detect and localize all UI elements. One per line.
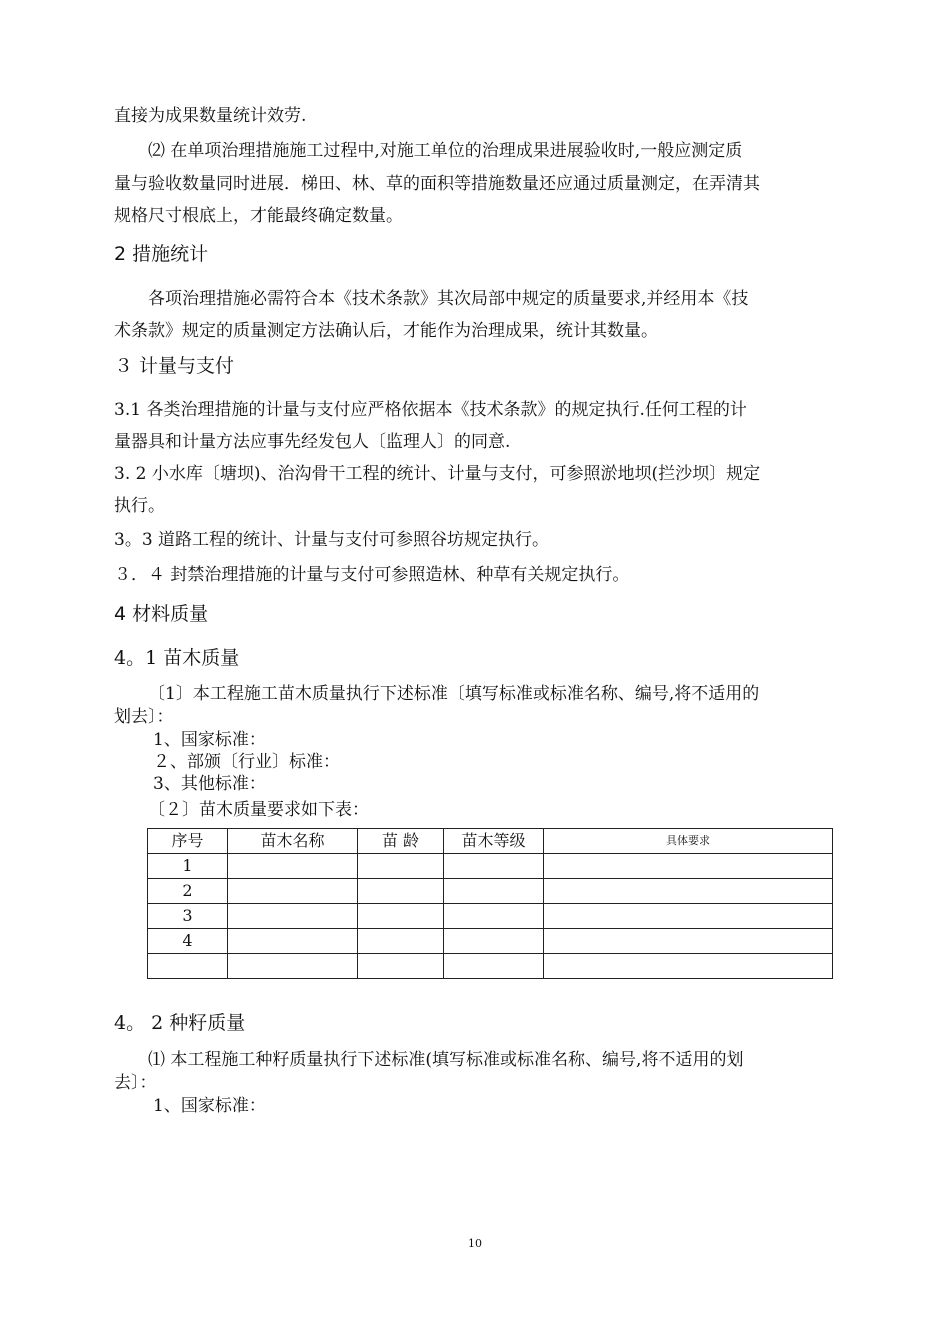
subsection-heading: 4。 2 种籽质量 [114, 1012, 246, 1034]
table-row [148, 954, 833, 979]
table-cell: 4 [148, 929, 228, 954]
table-cell [358, 954, 444, 979]
table-header-cell: 具体要求 [544, 829, 833, 854]
paragraph-text: ３．４ 封禁治理措施的计量与支付可参照造林、种草有关规定执行。 [114, 565, 630, 585]
subsection-heading: 4。1 苗木质量 [114, 647, 240, 669]
table-cell [228, 904, 358, 929]
table-cell [444, 854, 544, 879]
table-header-cell: 苗木等级 [444, 829, 544, 854]
table-header-cell: 序号 [148, 829, 228, 854]
table-row [148, 904, 833, 929]
table-cell [544, 854, 833, 879]
paragraph-text: 3、其他标准： [153, 774, 266, 794]
table-header-row [148, 829, 833, 854]
section-heading: ３ 计量与支付 [114, 355, 235, 377]
table-cell [358, 879, 444, 904]
paragraph-text: 3.1 各类治理措施的计量与支付应严格依据本《技术条款》的规定执行.任何工程的计 [114, 400, 747, 420]
table-cell [228, 854, 358, 879]
table-cell [358, 929, 444, 954]
paragraph-text: 1、国家标准： [153, 730, 266, 750]
table-header-cell: 苗 龄 [358, 829, 444, 854]
table-cell: 1 [148, 854, 228, 879]
paragraph-text: 量与验收数量同时进展．梯田、林、草的面积等措施数量还应通过质量测定，在弄清其 [114, 174, 760, 194]
table-cell [444, 904, 544, 929]
paragraph-text: 执行。 [114, 496, 165, 516]
paragraph-text: 去〕： [114, 1073, 157, 1093]
paragraph-text: 规格尺寸根底上，才能最终确定数量。 [114, 206, 403, 226]
paragraph-text: 直接为成果数量统计效劳. [114, 106, 307, 126]
table-cell [228, 954, 358, 979]
table-cell [228, 879, 358, 904]
paragraph-text: 1、国家标准： [153, 1096, 266, 1116]
paragraph-text: ２、部颁〔行业〕标准： [153, 752, 340, 772]
table-cell [358, 854, 444, 879]
paragraph-text: 〔1〕本工程施工苗木质量执行下述标准〔填写标准或标准名称、编号,将不适用的 [148, 684, 760, 704]
table-row [148, 929, 833, 954]
table-header-cell: 苗木名称 [228, 829, 358, 854]
paragraph-text: ⑴ 本工程施工种籽质量执行下述标准(填写标准或标准名称、编号,将不适用的划 [148, 1050, 744, 1070]
table-cell [544, 904, 833, 929]
table-cell [544, 954, 833, 979]
seedling-quality-table [147, 828, 833, 979]
paragraph-text: 术条款》规定的质量测定方法确认后，才能作为治理成果，统计其数量。 [114, 321, 658, 341]
paragraph-text: ⑵ 在单项治理措施施工过程中,对施工单位的治理成果进展验收时,一般应测定质 [148, 141, 743, 161]
paragraph-text: 划去〕： [114, 707, 174, 727]
page-number: 10 [468, 1237, 482, 1250]
table-cell [444, 929, 544, 954]
table-row [148, 879, 833, 904]
section-heading: 4 材料质量 [114, 603, 209, 625]
table-cell [228, 929, 358, 954]
table-cell [544, 929, 833, 954]
paragraph-text: 3. 2 小水库〔塘坝)、治沟骨干工程的统计、计量与支付，可参照淤地坝(拦沙坝〕规定 [114, 464, 761, 484]
paragraph-text: 各项治理措施必需符合本《技术条款》其次局部中规定的质量要求,并经用本《技 [148, 289, 749, 309]
paragraph-text: 3。3 道路工程的统计、计量与支付可参照谷坊规定执行。 [114, 530, 550, 550]
table-cell [148, 954, 228, 979]
section-heading: 2 措施统计 [114, 243, 209, 265]
paragraph-text: 量器具和计量方法应事先经发包人〔监理人〕的同意. [114, 432, 511, 452]
table-cell [444, 954, 544, 979]
table-cell [544, 879, 833, 904]
table-cell [358, 904, 444, 929]
table-cell: 3 [148, 904, 228, 929]
table-row [148, 854, 833, 879]
table-cell: 2 [148, 879, 228, 904]
table-cell [444, 879, 544, 904]
paragraph-text: 〔２〕苗木质量要求如下表： [148, 800, 369, 820]
